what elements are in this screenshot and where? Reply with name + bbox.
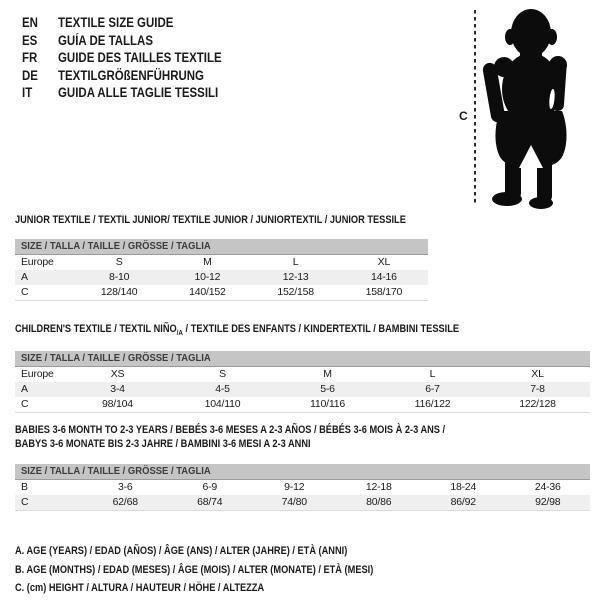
row-label: Europe — [21, 256, 54, 268]
table-cell: 7-8 — [530, 383, 545, 395]
language-label: GUIDA ALLE TAGLIE TESSILI — [58, 85, 219, 100]
table-cell: 128/140 — [100, 286, 138, 298]
babies-section-title: BABIES 3-6 MONTH TO 2-3 YEARS / BEBÉS 3-6 MESES A 2-3 AÑOS / BÉBÉS 3-6 MOIS À 2-3 ANS / BABYS 3-6 MONATE BIS 2-3 JAHRE / BAMBINI 3-6 MESI A 2-3 ANNI — [15, 424, 446, 450]
measure-c-label: C — [459, 109, 468, 123]
legend-line-b: B. AGE (MONTHS) / EDAD (MESES) / ÂGE (MOIS) / ALTER (MONATE) / ETÀ (MESI) — [15, 563, 374, 576]
table-cell: 80/86 — [366, 496, 392, 508]
table-cell: 12-13 — [282, 271, 309, 283]
table-cell: XS — [110, 368, 125, 380]
size-guide-content — [15, 210, 590, 598]
table-cell: 74/80 — [281, 496, 307, 508]
table-cell: 122/128 — [519, 398, 556, 410]
table-row-europe — [15, 255, 428, 270]
table-cell: 14-16 — [370, 271, 397, 283]
table-cell: 9-12 — [284, 481, 305, 493]
height-measure-figure — [445, 7, 580, 209]
table-cell: 140/152 — [189, 286, 226, 298]
table-cell: 6-9 — [202, 481, 218, 493]
table-cell: 86/92 — [450, 496, 476, 508]
table-cell: 68/74 — [197, 496, 223, 508]
table-cell: XL — [377, 256, 391, 268]
table-cell: 6-7 — [425, 383, 440, 395]
table-cell: 8-10 — [109, 271, 130, 283]
language-label: GUIDE DES TAILLES TEXTILE — [58, 50, 222, 65]
table-cell: M — [323, 368, 332, 380]
junior-size-table — [15, 239, 428, 301]
row-label: A — [21, 383, 28, 395]
size-header-bar: SIZE / TALLA / TAILLE / GRÖSSE / TAGLIA — [15, 464, 590, 480]
table-row-age — [15, 270, 428, 285]
row-label: C — [21, 496, 29, 508]
table-cell: 98/104 — [102, 398, 133, 410]
table-cell: 4-5 — [215, 383, 230, 395]
table-row-europe — [15, 367, 590, 382]
table-cell: 24-36 — [534, 481, 561, 493]
table-cell: 12-18 — [365, 481, 392, 493]
table-cell: L — [292, 256, 299, 268]
table-row-height — [15, 285, 428, 300]
table-cell: 116/122 — [414, 398, 451, 410]
size-header-bar: SIZE / TALLA / TAILLE / GRÖSSE / TAGLIA — [15, 351, 590, 367]
table-cell: S — [219, 368, 226, 380]
table-cell: 152/158 — [277, 286, 314, 298]
language-label: TEXTILGRÖßENFÜHRUNG — [58, 67, 204, 83]
language-code: FR — [22, 50, 38, 65]
language-row-fr — [22, 49, 251, 67]
table-cell: L — [429, 368, 436, 380]
legend-line-a: A. AGE (YEARS) / EDAD (AÑOS) / ÂGE (ANS) / ALTER (JAHRE) / ETÀ (ANNI) — [15, 545, 348, 557]
table-cell: S — [115, 256, 123, 268]
table-row-months — [15, 480, 590, 495]
table-cell: 3-6 — [117, 481, 133, 493]
baby-silhouette-icon — [472, 7, 572, 209]
language-header-block — [22, 14, 251, 102]
language-label: TEXTILE SIZE GUIDE — [58, 15, 174, 30]
table-cell: 3-4 — [110, 383, 125, 395]
table-row-height — [15, 495, 590, 510]
legend-line-c: C. (cm) HEIGHT / ALTURA / HAUTEUR / HÖHE / ALTEZZA — [15, 582, 265, 594]
baby-silhouette — [482, 9, 567, 209]
table-cell: 110/116 — [310, 398, 345, 410]
row-label: A — [21, 271, 28, 283]
row-label: B — [21, 481, 28, 493]
language-row-it — [22, 84, 251, 102]
junior-section-title: JUNIOR TEXTILE / TEXTIL JUNIOR/ TEXTILE JUNIOR / JUNIORTEXTIL / JUNIOR TESSILE — [15, 214, 406, 226]
table-row-height — [15, 397, 590, 412]
language-code: IT — [22, 85, 33, 100]
table-cell: 92/98 — [535, 496, 561, 508]
table-cell: 18-24 — [450, 481, 477, 493]
table-cell: XL — [531, 368, 544, 380]
table-cell: 104/110 — [204, 398, 241, 410]
table-cell: 10-12 — [194, 271, 221, 283]
size-header-bar: SIZE / TALLA / TAILLE / GRÖSSE / TAGLIA — [15, 239, 428, 255]
table-cell: 62/68 — [112, 496, 138, 508]
language-row-de — [22, 67, 251, 85]
children-section-title: CHILDREN'S TEXTILE / TEXTIL $NIÑO_{/A}$ / TEXTILE DES ENFANTS / KINDERTEXTIL / BAMBINI TESSILE — [15, 323, 460, 338]
measurement-legend — [15, 542, 590, 598]
language-row-es — [22, 32, 251, 50]
row-label: Europe — [21, 368, 54, 380]
children-size-table — [15, 351, 590, 413]
row-label: C — [21, 398, 29, 410]
language-label: GUÍA DE TALLAS — [58, 32, 153, 48]
table-row-age — [15, 382, 590, 397]
language-row-en — [22, 14, 251, 32]
language-code: DE — [22, 67, 38, 83]
table-cell: 5-6 — [320, 383, 335, 395]
row-label: C — [21, 286, 29, 298]
table-cell: 158/170 — [365, 286, 403, 298]
babies-size-table — [15, 464, 590, 511]
language-code: ES — [22, 32, 38, 48]
table-cell: M — [203, 256, 212, 268]
language-code: EN — [22, 15, 38, 30]
